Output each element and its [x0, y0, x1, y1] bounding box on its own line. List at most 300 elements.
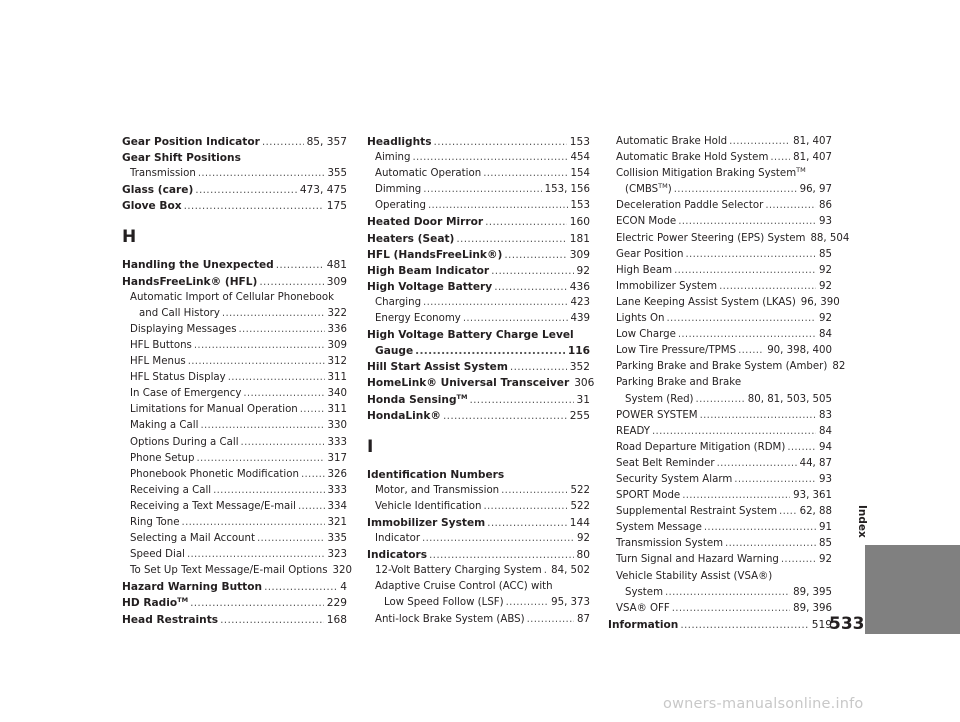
- entry-label: Electric Power Steering (EPS) System: [616, 232, 806, 244]
- index-subentry[interactable]: [608, 134, 832, 150]
- index-entry[interactable]: [122, 182, 347, 198]
- entry-label: Automatic Brake Hold: [616, 136, 728, 147]
- page-reference-link[interactable]: 522: [570, 500, 590, 512]
- page-reference-link[interactable]: 95, 373: [551, 597, 590, 609]
- dot-leader: [423, 182, 541, 198]
- index-subentry[interactable]: [608, 198, 832, 214]
- dot-leader: [196, 451, 324, 467]
- index-subentry[interactable]: [367, 499, 590, 515]
- page-reference-link[interactable]: 153: [569, 136, 590, 148]
- entry-label: Lights On: [616, 313, 665, 325]
- page-reference-link[interactable]: 519: [811, 618, 832, 631]
- page-reference-link[interactable]: 92: [819, 313, 832, 325]
- index-subentry[interactable]: [122, 483, 347, 499]
- dot-leader: [200, 418, 324, 434]
- page-reference-link[interactable]: 92: [576, 264, 590, 277]
- dot-leader: [463, 311, 568, 327]
- dot-leader: [734, 472, 816, 488]
- entry-label: Receiving a Call: [130, 484, 212, 496]
- entry-label: Hill Start Assist System: [367, 361, 508, 374]
- page-reference-link[interactable]: 144: [569, 516, 590, 529]
- page-reference-link[interactable]: 321: [327, 516, 347, 528]
- page-reference-link[interactable]: 335: [327, 533, 347, 545]
- page-reference-link[interactable]: 320: [332, 565, 352, 577]
- page-reference-link[interactable]: 92: [577, 533, 590, 545]
- entry-label: HFL (HandsFreeLink®): [367, 248, 503, 261]
- entry-label: Collision Mitigation Braking System™: [616, 166, 806, 180]
- page-reference-link[interactable]: 82: [832, 361, 846, 373]
- page-reference-link[interactable]: 89, 395: [793, 586, 832, 598]
- page-reference-link[interactable]: 255: [569, 409, 590, 422]
- dot-leader: [666, 311, 816, 327]
- index-entry[interactable]: [122, 274, 347, 290]
- section-letter-heading: I: [367, 436, 374, 457]
- page-reference-link[interactable]: 85: [819, 538, 832, 550]
- trademark-mark: TM: [796, 166, 806, 175]
- page-reference-link[interactable]: 80, 81, 503, 505: [747, 393, 832, 405]
- dot-leader: [422, 531, 574, 547]
- index-subentry[interactable]: [122, 402, 347, 418]
- index-subentry[interactable]: [122, 354, 347, 370]
- index-subentry[interactable]: [608, 182, 832, 198]
- index-subentry[interactable]: [608, 327, 832, 343]
- entry-label: Handling the Unexpected: [122, 259, 274, 272]
- index-subentry[interactable]: [122, 306, 347, 322]
- index-subentry[interactable]: [122, 531, 347, 547]
- dot-leader: [259, 274, 323, 290]
- trademark-mark: TM: [456, 392, 468, 401]
- side-tab-label: Index: [856, 505, 868, 538]
- index-subentry[interactable]: [367, 563, 590, 579]
- page-reference-link[interactable]: 92: [819, 264, 832, 276]
- index-subentry: [367, 579, 590, 595]
- entry-label: and Call History: [139, 307, 220, 319]
- dot-leader: [412, 150, 567, 166]
- index-subentry[interactable]: [608, 456, 832, 472]
- entry-label: Information: [608, 618, 679, 631]
- page-reference-link[interactable]: 352: [569, 361, 590, 374]
- dot-leader: [674, 263, 816, 279]
- index-subentry[interactable]: [122, 467, 347, 483]
- entry-label: Options During a Call: [130, 436, 239, 448]
- entry-label: (CMBS™): [625, 182, 672, 196]
- index-subentry[interactable]: [608, 536, 832, 552]
- page-reference-link[interactable]: 91: [819, 522, 832, 534]
- index-entry[interactable]: [367, 279, 590, 295]
- index-subentry: [608, 166, 832, 182]
- entry-label: System: [625, 586, 663, 598]
- page-reference-link[interactable]: 84, 502: [551, 565, 590, 577]
- index-entry[interactable]: [122, 198, 347, 214]
- entry-label: Receiving a Text Message/E-mail: [130, 500, 296, 512]
- entry-label: To Set Up Text Message/E-mail Options: [130, 565, 328, 577]
- page-reference-link[interactable]: 311: [327, 372, 347, 384]
- page-reference-link[interactable]: 175: [326, 200, 347, 213]
- index-subentry[interactable]: [608, 440, 832, 456]
- entry-label: Parking Brake and Brake System (Amber): [616, 361, 828, 373]
- dot-leader: [195, 182, 297, 198]
- dot-leader: [415, 343, 565, 359]
- entry-label: Making a Call: [130, 420, 199, 432]
- page-reference-link[interactable]: 355: [327, 168, 347, 180]
- index-subentry[interactable]: [608, 247, 832, 263]
- page-reference-link[interactable]: 96, 97: [799, 184, 832, 196]
- index-entry[interactable]: [122, 612, 347, 628]
- page-reference-link[interactable]: 333: [327, 484, 347, 496]
- index-entry[interactable]: [122, 134, 347, 150]
- index-subentry[interactable]: [367, 166, 590, 182]
- entry-label: Parking Brake and Brake: [616, 377, 742, 389]
- page-reference-link[interactable]: 93: [819, 216, 832, 228]
- entry-label: Speed Dial: [130, 549, 185, 561]
- index-column-2: [367, 134, 595, 628]
- index-subentry[interactable]: [367, 150, 590, 166]
- entry-label: High Beam Indicator: [367, 264, 490, 277]
- entry-label: Deceleration Paddle Selector: [616, 200, 764, 212]
- index-subentry[interactable]: [608, 601, 832, 617]
- dot-leader: [190, 595, 324, 611]
- entry-label: In Case of Emergency: [130, 388, 242, 400]
- index-entry[interactable]: [122, 595, 347, 611]
- index-subentry[interactable]: [608, 343, 832, 359]
- page-reference-link[interactable]: 93: [819, 473, 832, 485]
- page-reference-link[interactable]: 62, 88: [799, 506, 832, 518]
- index-subentry[interactable]: [122, 451, 347, 467]
- page-reference-link[interactable]: 154: [570, 168, 590, 180]
- entry-label: Charging: [375, 296, 422, 308]
- index-entry[interactable]: [367, 231, 590, 247]
- index-entry: [122, 150, 347, 166]
- page-reference-link[interactable]: 309: [326, 275, 347, 288]
- page-reference-link[interactable]: 81, 407: [793, 136, 832, 147]
- page-reference-link[interactable]: 473, 475: [299, 184, 347, 197]
- page-reference-link[interactable]: 92: [819, 554, 832, 566]
- dot-leader: [494, 279, 567, 295]
- dot-leader: [276, 257, 324, 273]
- index-entry[interactable]: [367, 375, 595, 391]
- index-entry[interactable]: [122, 579, 347, 595]
- entry-label: Immobilizer System: [616, 280, 718, 292]
- dot-leader: [678, 327, 816, 343]
- page-reference-link[interactable]: 83: [819, 409, 832, 421]
- page-reference-link[interactable]: 31: [576, 393, 590, 406]
- entry-label: POWER SYSTEM: [616, 409, 698, 421]
- entry-label: HFL Status Display: [130, 372, 226, 384]
- page-reference-link[interactable]: 84: [819, 425, 832, 437]
- index-subentry[interactable]: [608, 488, 832, 504]
- page-reference-link[interactable]: 336: [327, 323, 347, 335]
- page-reference-link[interactable]: 88, 504: [810, 232, 850, 244]
- page-reference-link[interactable]: 85, 357: [306, 136, 347, 148]
- index-subentry[interactable]: [122, 547, 347, 563]
- dot-leader: [262, 134, 304, 150]
- entry-label: Head Restraints: [122, 613, 219, 626]
- entry-label: VSA® OFF: [616, 602, 670, 614]
- index-entry[interactable]: [367, 392, 590, 408]
- entry-label: Glass (care): [122, 184, 194, 197]
- index-subentry[interactable]: [122, 499, 347, 515]
- entry-label: Honda Sensing™: [367, 392, 468, 406]
- dot-leader: [300, 402, 325, 418]
- dot-leader: [770, 150, 790, 166]
- page-reference-link[interactable]: 436: [569, 280, 590, 293]
- page-reference-link[interactable]: 309: [327, 339, 347, 351]
- entry-label: HondaLink®: [367, 409, 441, 422]
- page-reference-link[interactable]: 96, 390: [800, 296, 840, 308]
- index-entry[interactable]: [367, 408, 590, 424]
- entry-label: Limitations for Manual Operation: [130, 404, 298, 416]
- page-reference-link[interactable]: 309: [569, 248, 590, 261]
- index-subentry[interactable]: [608, 504, 832, 520]
- index-subentry[interactable]: [367, 531, 590, 547]
- index-subentry[interactable]: [367, 311, 590, 327]
- entry-label: Automatic Import of Cellular Phonebook: [130, 291, 334, 303]
- page-reference-link[interactable]: 116: [567, 345, 590, 358]
- entry-label: High Voltage Battery: [367, 280, 493, 293]
- index-entry[interactable]: [367, 214, 590, 230]
- index-subentry[interactable]: [608, 424, 832, 440]
- page-reference-link[interactable]: 153: [570, 200, 590, 212]
- page-reference-link[interactable]: 153, 156: [544, 184, 590, 196]
- index-subentry[interactable]: [367, 595, 590, 611]
- dot-leader: [298, 499, 325, 515]
- page-reference-link[interactable]: 80: [576, 549, 590, 562]
- entry-label: HFL Buttons: [130, 339, 192, 351]
- index-subentry[interactable]: [122, 338, 347, 354]
- index-subentry[interactable]: [367, 182, 590, 198]
- dot-leader: [469, 392, 573, 408]
- page-reference-link[interactable]: 333: [327, 436, 347, 448]
- dot-leader: [696, 392, 745, 408]
- index-subentry[interactable]: [122, 166, 347, 182]
- dot-leader: [182, 515, 325, 531]
- dot-leader: [672, 601, 790, 617]
- page-reference-link[interactable]: 168: [326, 613, 347, 626]
- index-subentry[interactable]: [122, 563, 352, 579]
- entry-label: Indicators: [367, 549, 427, 562]
- entry-label: Low Charge: [616, 329, 676, 341]
- page-reference-link[interactable]: 481: [326, 259, 347, 272]
- dot-leader: [781, 552, 816, 568]
- entry-label: System (Red): [625, 393, 694, 405]
- dot-leader: [765, 198, 816, 214]
- index-subentry[interactable]: [608, 552, 832, 568]
- dot-leader: [241, 435, 325, 451]
- dot-leader: [717, 456, 797, 472]
- page-reference-link[interactable]: 4: [340, 581, 347, 594]
- page-reference-link[interactable]: 317: [327, 452, 347, 464]
- dot-leader: [222, 306, 325, 322]
- entry-label: HFL Menus: [130, 356, 186, 368]
- page-reference-link[interactable]: 439: [570, 313, 590, 325]
- index-subentry[interactable]: [122, 418, 347, 434]
- entry-label: Automatic Brake Hold System: [616, 152, 769, 164]
- dot-leader: [544, 563, 548, 579]
- dot-leader: [504, 247, 566, 263]
- index-subentry[interactable]: [608, 520, 832, 536]
- dot-leader: [506, 595, 548, 611]
- index-subentry[interactable]: [608, 214, 832, 230]
- index-subentry[interactable]: [608, 231, 850, 247]
- entry-label: Turn Signal and Hazard Warning: [616, 554, 779, 566]
- page-reference-link[interactable]: 44, 87: [799, 457, 832, 469]
- page-reference-link[interactable]: 306: [574, 377, 595, 390]
- dot-leader: [213, 483, 324, 499]
- index-subentry[interactable]: [122, 515, 347, 531]
- page-reference-link[interactable]: 334: [327, 500, 347, 512]
- dot-leader: [428, 198, 568, 214]
- dot-leader: [483, 499, 567, 515]
- dot-leader: [456, 231, 566, 247]
- entry-label: Dimming: [375, 184, 422, 196]
- entry-label: Adaptive Cruise Control (ACC) with: [375, 581, 553, 593]
- entry-label: Identification Numbers: [367, 468, 505, 481]
- page-reference-link[interactable]: 330: [327, 420, 347, 432]
- entry-label: 12-Volt Battery Charging System: [375, 565, 542, 577]
- dot-leader: [510, 359, 567, 375]
- index-subentry[interactable]: [608, 408, 832, 424]
- entry-label: Transmission: [130, 168, 196, 180]
- page-reference-link[interactable]: 90, 398, 400: [767, 345, 832, 357]
- dot-leader: [678, 214, 816, 230]
- index-subentry[interactable]: [608, 279, 832, 295]
- page-reference-link[interactable]: 323: [327, 549, 347, 561]
- index-subentry[interactable]: [608, 472, 832, 488]
- page-reference-link[interactable]: 94: [819, 441, 832, 453]
- index-subentry[interactable]: [122, 386, 347, 402]
- entry-label: SPORT Mode: [616, 490, 681, 502]
- entry-label: Seat Belt Reminder: [616, 457, 715, 469]
- trademark-mark: TM: [658, 182, 668, 191]
- entry-label: High Voltage Battery Charge Level: [367, 329, 574, 342]
- index-side-tab[interactable]: [865, 545, 960, 634]
- index-entry[interactable]: [608, 617, 832, 633]
- page-reference-link[interactable]: 522: [570, 484, 590, 496]
- dot-leader: [682, 488, 790, 504]
- index-subentry[interactable]: [367, 198, 590, 214]
- dot-leader: [665, 585, 790, 601]
- page-reference-link[interactable]: 322: [327, 307, 347, 319]
- index-entry[interactable]: [367, 515, 590, 531]
- index-subentry[interactable]: [122, 435, 347, 451]
- index-entry[interactable]: [367, 134, 590, 150]
- page-reference-link[interactable]: 86: [819, 200, 832, 212]
- index-subentry[interactable]: [367, 483, 590, 499]
- dot-leader: [729, 134, 790, 150]
- index-subentry[interactable]: [122, 322, 347, 338]
- page-reference-link[interactable]: 423: [570, 296, 590, 308]
- dot-leader: [483, 166, 567, 182]
- index-entry[interactable]: [367, 547, 590, 563]
- entry-label: Hazard Warning Button: [122, 581, 263, 594]
- index-subentry[interactable]: [608, 150, 832, 166]
- index-subentry: [122, 290, 347, 306]
- page-reference-link[interactable]: 454: [570, 152, 590, 164]
- entry-label: READY: [616, 425, 650, 437]
- entry-label: Heaters (Seat): [367, 232, 455, 245]
- watermark: owners-manualsonline.info: [663, 696, 864, 712]
- page-reference-link[interactable]: 89, 396: [793, 602, 832, 614]
- index-entry[interactable]: [122, 257, 347, 273]
- index-entry[interactable]: [367, 263, 590, 279]
- dot-leader: [491, 263, 573, 279]
- dot-leader: [257, 531, 325, 547]
- dot-leader: [700, 408, 816, 424]
- page-reference-link[interactable]: 340: [327, 388, 347, 400]
- dot-leader: [243, 386, 324, 402]
- trademark-mark: TM: [177, 596, 189, 605]
- section-letter-heading: H: [122, 227, 137, 248]
- dot-leader: [725, 536, 816, 552]
- index-subentry[interactable]: [608, 311, 832, 327]
- index-entry[interactable]: [367, 359, 590, 375]
- index-subentry[interactable]: [122, 370, 347, 386]
- entry-label: Glove Box: [122, 200, 182, 213]
- entry-label: Aiming: [375, 152, 411, 164]
- page-reference-link[interactable]: 84: [819, 329, 832, 341]
- dot-leader: [187, 547, 325, 563]
- page-reference-link[interactable]: 93, 361: [793, 490, 832, 502]
- dot-leader: [485, 214, 567, 230]
- page-reference-link[interactable]: 181: [569, 232, 590, 245]
- entry-label: Displaying Messages: [130, 323, 237, 335]
- page-reference-link[interactable]: 87: [577, 613, 590, 625]
- index-subentry[interactable]: [367, 295, 590, 311]
- entry-label: Road Departure Mitigation (RDM): [616, 441, 786, 453]
- dot-leader: [779, 504, 797, 520]
- index-subentry: [608, 569, 832, 585]
- index-subentry[interactable]: [608, 585, 832, 601]
- dot-leader: [738, 343, 764, 359]
- index-entry: [367, 327, 590, 343]
- dot-leader: [301, 467, 325, 483]
- page-reference-link[interactable]: 229: [326, 597, 347, 610]
- index-subentry[interactable]: [608, 295, 840, 311]
- entry-label: Gear Position: [616, 248, 684, 260]
- page-reference-link[interactable]: 312: [327, 356, 347, 368]
- entry-label: Automatic Operation: [375, 168, 482, 180]
- index-entry[interactable]: [367, 247, 590, 263]
- page-reference-link[interactable]: 311: [327, 404, 347, 416]
- entry-label: Phone Setup: [130, 452, 195, 464]
- index-entry[interactable]: [367, 343, 590, 359]
- entry-label: HomeLink® Universal Transceiver: [367, 377, 570, 390]
- entry-label: System Message: [616, 522, 702, 534]
- index-subentry[interactable]: [608, 392, 832, 408]
- entry-label: Vehicle Stability Assist (VSA®): [616, 570, 773, 582]
- index-subentry[interactable]: [608, 359, 846, 375]
- entry-label: High Beam: [616, 264, 673, 276]
- index-subentry[interactable]: [608, 263, 832, 279]
- entry-label: HandsFreeLink® (HFL): [122, 275, 258, 288]
- entry-label: Heated Door Mirror: [367, 216, 484, 229]
- page-reference-link[interactable]: 92: [819, 280, 832, 292]
- page-reference-link[interactable]: 160: [569, 216, 590, 229]
- dot-leader: [501, 483, 567, 499]
- page-reference-link[interactable]: 85: [819, 248, 832, 260]
- dot-leader: [239, 322, 325, 338]
- entry-label: Motor, and Transmission: [375, 484, 500, 496]
- dot-leader: [184, 198, 324, 214]
- dot-leader: [719, 279, 816, 295]
- page-reference-link[interactable]: 81, 407: [793, 152, 832, 164]
- dot-leader: [429, 547, 574, 563]
- page-reference-link[interactable]: 326: [327, 468, 347, 480]
- index-subentry[interactable]: [367, 612, 590, 628]
- entry-label: Transmission System: [616, 538, 724, 550]
- entry-label: Indicator: [375, 533, 421, 545]
- entry-label: HD Radio™: [122, 596, 189, 610]
